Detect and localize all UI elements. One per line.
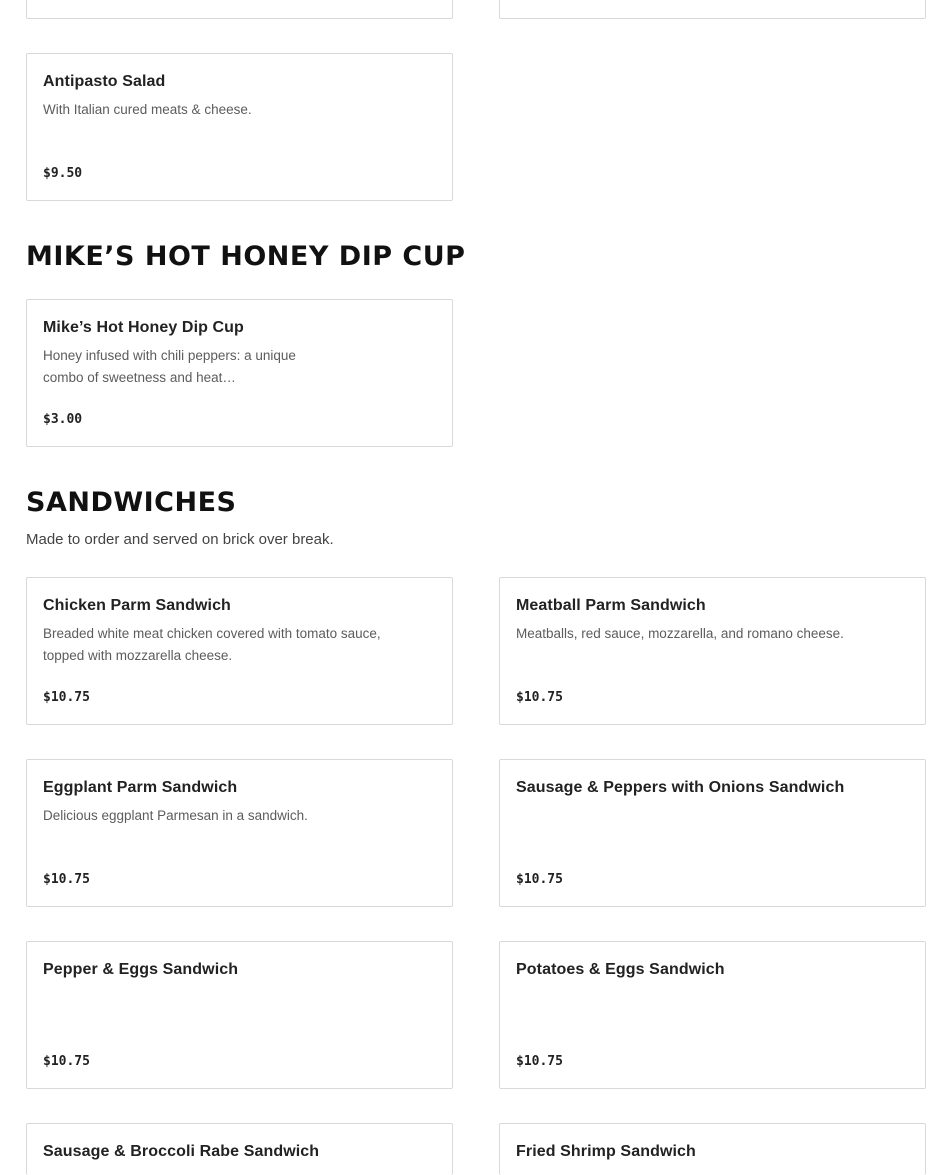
menu-item-sausage-peppers-onions-sandwich[interactable] <box>499 759 926 907</box>
section-title-sandwiches: SANDWICHES <box>26 487 237 518</box>
item-price: $9.50 <box>43 166 83 181</box>
item-price: $3.00 <box>43 412 83 427</box>
menu-item-sausage-broccoli-rabe-sandwich[interactable] <box>26 1123 453 1175</box>
item-name: Eggplant Parm Sandwich <box>43 779 238 796</box>
item-price: $10.75 <box>516 872 563 887</box>
item-price: $10.75 <box>516 1054 563 1069</box>
item-description: Delicious eggplant Parmesan in a sandwich. <box>43 808 308 823</box>
item-price: $10.75 <box>43 1054 90 1069</box>
item-price: $10.75 <box>43 690 90 705</box>
item-name: Fried Shrimp Sandwich <box>516 1143 696 1160</box>
item-name: Meatball Parm Sandwich <box>516 597 706 614</box>
item-description: Breaded white meat chicken covered with tomato sauce, topped with mozzarella cheese. <box>43 626 381 663</box>
item-name: Potatoes & Eggs Sandwich <box>516 961 725 978</box>
item-name: Antipasto Salad <box>43 73 166 90</box>
item-name: Chicken Parm Sandwich <box>43 597 231 614</box>
menu-item-meatball-parm-sandwich[interactable] <box>499 577 926 725</box>
section-title-dip-cup: MIKE’S HOT HONEY DIP CUP <box>26 241 466 272</box>
item-description: Honey infused with chili peppers: a unique combo of sweetness and heat… <box>43 348 296 385</box>
menu-item-potatoes-eggs-sandwich[interactable] <box>499 941 926 1089</box>
item-name: Pepper & Eggs Sandwich <box>43 961 239 978</box>
item-name: Sausage & Broccoli Rabe Sandwich <box>43 1143 320 1160</box>
menu-item-antipasto-salad[interactable] <box>26 53 453 201</box>
item-description: With Italian cured meats & cheese. <box>43 102 252 117</box>
menu-item-chicken-parm-sandwich[interactable] <box>26 577 453 725</box>
item-description: Meatballs, red sauce, mozzarella, and romano cheese. <box>516 626 844 641</box>
menu-item-card[interactable] <box>499 0 926 19</box>
item-price: $10.75 <box>43 872 90 887</box>
item-price: $10.75 <box>516 690 563 705</box>
menu-item-fried-shrimp-sandwich[interactable] <box>499 1123 926 1175</box>
item-name: Sausage & Peppers with Onions Sandwich <box>516 779 845 796</box>
menu-item-hot-honey-dip-cup[interactable] <box>26 299 453 447</box>
section-subtitle: Made to order and served on brick over break. <box>26 531 334 548</box>
item-name: Mike’s Hot Honey Dip Cup <box>43 319 244 336</box>
menu-item-eggplant-parm-sandwich[interactable] <box>26 759 453 907</box>
menu-item-pepper-eggs-sandwich[interactable] <box>26 941 453 1089</box>
menu-item-card[interactable] <box>26 0 453 19</box>
